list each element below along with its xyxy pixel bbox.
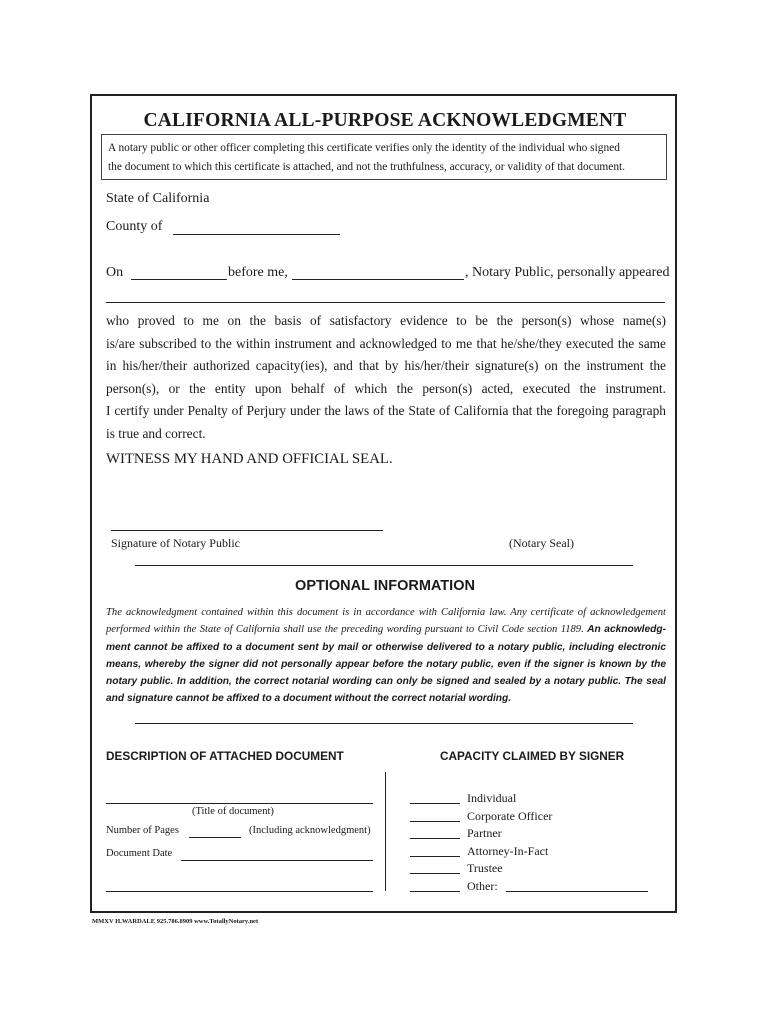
pages-label: Number of Pages bbox=[106, 825, 179, 836]
optional-line bbox=[106, 621, 666, 638]
optional-line-italic: performed within the State of California shall use the preceding wording pursuant to Civil Code section 1189. bbox=[106, 624, 584, 636]
checkbox-line-attorney[interactable] bbox=[410, 856, 460, 857]
additional-field[interactable] bbox=[106, 891, 373, 892]
document-date-field[interactable] bbox=[181, 860, 373, 861]
witness-statement: WITNESS MY HAND AND OFFICIAL SEAL. bbox=[106, 451, 393, 467]
body-line: is/are subscribed to the within instrument and acknowledged to me that he/she/they executed the same bbox=[106, 335, 666, 351]
acknowledgment-body bbox=[106, 310, 666, 445]
notice-box bbox=[101, 134, 667, 180]
body-line: I certify under Penalty of Perjury under the laws of the State of California that the foregoing paragraph bbox=[106, 403, 666, 418]
capacity-option: Partner bbox=[467, 826, 502, 840]
title-caption: (Title of document) bbox=[192, 806, 274, 817]
county-field[interactable] bbox=[173, 234, 340, 235]
form-border bbox=[90, 94, 677, 913]
optional-line: notary public. In addition, the correct notarial wording can only be signed and sealed by a notary public. The seal bbox=[106, 676, 666, 688]
description-heading: DESCRIPTION OF ATTACHED DOCUMENT bbox=[106, 749, 344, 763]
body-line: in his/her/their authorized capacity(ies), and that by his/her/their signature(s) on the instrument the bbox=[106, 358, 666, 373]
optional-heading: OPTIONAL INFORMATION bbox=[295, 578, 475, 594]
notary-signature-line[interactable] bbox=[111, 530, 383, 531]
capacity-option: Trustee bbox=[467, 861, 503, 875]
before-me-label: before me, bbox=[228, 265, 288, 280]
optional-line: ment cannot be affixed to a document sent by mail or otherwise delivered to a notary public, including electronic bbox=[106, 641, 666, 653]
footer-credit: MMXV H.WARDALE 925.786.8909 www.TotallyNotary.net bbox=[92, 918, 259, 925]
divider bbox=[135, 723, 633, 724]
checkbox-line-individual[interactable] bbox=[410, 803, 460, 804]
optional-text bbox=[106, 604, 666, 708]
other-capacity-field[interactable] bbox=[506, 891, 648, 892]
checkbox-line-corporate-officer[interactable] bbox=[410, 821, 460, 822]
pages-caption: (Including acknowledgment) bbox=[249, 825, 371, 836]
state-label: State of California bbox=[106, 191, 210, 206]
body-line: is true and correct. bbox=[106, 425, 206, 441]
notary-name-field[interactable] bbox=[292, 279, 464, 280]
divider bbox=[135, 565, 633, 566]
notice-line-2: the document to which this certificate is attached, and not the truthfulness, accuracy, or validity of that document. bbox=[108, 161, 626, 173]
form-title: CALIFORNIA ALL-PURPOSE ACKNOWLEDGMENT bbox=[143, 110, 627, 131]
date-field[interactable] bbox=[131, 279, 227, 280]
capacity-option: Other: bbox=[467, 879, 498, 893]
optional-line: means, whereby the signer did not personally appear before the notary public, even if the signer is known by the bbox=[106, 658, 666, 670]
notice-line-1: A notary public or other officer completing this certificate verifies only the identity of the individual who signed bbox=[108, 142, 620, 154]
checkbox-line-trustee[interactable] bbox=[410, 873, 460, 874]
checkbox-line-other[interactable] bbox=[410, 891, 460, 892]
checkbox-line-partner[interactable] bbox=[410, 838, 460, 839]
optional-line-bold: An acknowledg- bbox=[587, 624, 666, 636]
capacity-option: Individual bbox=[467, 791, 517, 805]
notary-seal-label: (Notary Seal) bbox=[509, 536, 574, 550]
capacity-option: Attorney-In-Fact bbox=[467, 844, 549, 858]
document-date-label: Document Date bbox=[106, 848, 173, 859]
notary-public-label: , Notary Public, personally appeared bbox=[465, 265, 670, 280]
pages-field[interactable] bbox=[189, 837, 241, 838]
document-title-field[interactable] bbox=[106, 803, 373, 804]
capacity-heading: CAPACITY CLAIMED BY SIGNER bbox=[440, 749, 625, 763]
body-line: person(s), or the entity upon behalf of which the person(s) acted, executed the instrument. bbox=[106, 380, 666, 396]
column-divider bbox=[385, 772, 386, 891]
on-label: On bbox=[106, 265, 124, 280]
optional-line: and signature cannot be affixed to a document without the correct notarial wording. bbox=[106, 693, 512, 705]
optional-line: The acknowledgment contained within this document is in accordance with California law. Any certificate of acknowledgement bbox=[106, 607, 666, 618]
appeared-names-field[interactable] bbox=[106, 302, 665, 303]
capacity-option: Corporate Officer bbox=[467, 809, 553, 823]
body-line: who proved to me on the basis of satisfactory evidence to be the person(s) whose name(s) bbox=[106, 313, 666, 328]
signature-label: Signature of Notary Public bbox=[111, 536, 240, 550]
county-label: County of bbox=[106, 219, 163, 234]
